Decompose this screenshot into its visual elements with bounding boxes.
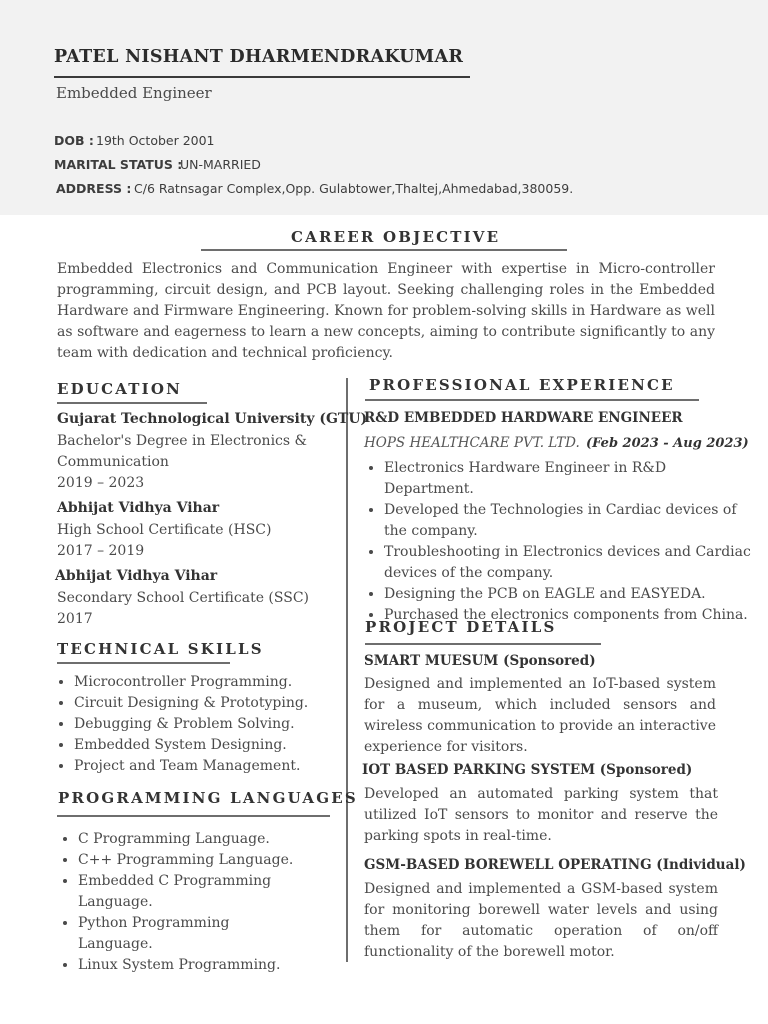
technical-skills-list — [56, 672, 354, 777]
experience-heading: PROFESSIONAL EXPERIENCE — [369, 376, 675, 394]
job-title: R&D EMBEDDED HARDWARE ENGINEER — [364, 410, 683, 426]
project-description: Designed and implemented an IoT-based system for a museum, which included sensors and wireless communication to provide an interactive experience for visitors. — [364, 676, 716, 755]
list-item: • Troubleshooting in Electronics devices and Cardiac devices of the company. — [384, 542, 752, 584]
education-institution: Abhijat Vidhya Vihar — [55, 568, 218, 584]
marital-value: UN-MARRIED — [180, 157, 261, 172]
candidate-role: Embedded Engineer — [56, 84, 212, 102]
list-item: • Embedded System Designing. — [74, 735, 354, 756]
marital-label: MARITAL STATUS : — [54, 157, 183, 172]
job-dates: (Feb 2023 - Aug 2023) — [586, 436, 749, 451]
project-title: IOT BASED PARKING SYSTEM (Sponsored) — [362, 762, 693, 778]
career-objective-heading: CAREER OBJECTIVE — [291, 228, 501, 246]
list-item: • Designing the PCB on EAGLE and EASYEDA. — [384, 584, 752, 605]
name-underline — [54, 76, 470, 78]
programming-languages-heading: PROGRAMMING LANGUAGES — [58, 789, 358, 807]
programming-languages-list — [60, 829, 308, 976]
projects-heading: PROJECT DETAILS — [365, 618, 557, 636]
career-objective-text: Embedded Electronics and Communication Engineer with expertise in Micro-controller programming, circuit design, and PCB layout. Seeking challenging roles in the Embedded Hardware and Firmware Engineering. Known for problem-solving skills in Hardware as well as software and eagerness to learn a new concepts, aiming to contribute significantly to any team with dedication and technical proficiency. — [57, 261, 715, 361]
company-name: HOPS HEALTHCARE PVT. LTD. — [364, 435, 580, 451]
education-institution: Gujarat Technological University (GTU) — [57, 411, 368, 427]
list-item: • Python Programming Language. — [78, 913, 308, 955]
dob-label: DOB : — [54, 133, 94, 148]
candidate-name: PATEL NISHANT DHARMENDRAKUMAR — [54, 47, 464, 67]
education-years: 2017 — [57, 611, 93, 627]
list-item: • C++ Programming Language. — [78, 850, 308, 871]
dob-value: 19th October 2001 — [96, 133, 215, 148]
list-item: • C Programming Language. — [78, 829, 308, 850]
project-description: Developed an automated parking system that utilized IoT sensors to monitor and reserve the parking spots in real-time. — [364, 786, 718, 844]
list-item: • Project and Team Management. — [74, 756, 354, 777]
career-objective-rule — [201, 249, 567, 251]
address-label: ADDRESS : — [56, 181, 132, 196]
address-value: C/6 Ratnsagar Complex,Opp. Gulabtower,Thaltej,Ahmedabad,380059. — [134, 181, 574, 196]
education-heading: EDUCATION — [57, 380, 183, 398]
education-institution: Abhijat Vidhya Vihar — [57, 500, 220, 516]
education-degree: High School Certificate (HSC) — [57, 522, 272, 538]
column-divider — [346, 378, 348, 962]
technical-skills-heading: TECHNICAL SKILLS — [57, 640, 264, 658]
education-degree-cont: Communication — [57, 454, 169, 470]
list-item: • Developed the Technologies in Cardiac devices of the company. — [384, 500, 752, 542]
education-degree: Secondary School Certificate (SSC) — [57, 590, 310, 606]
experience-rule — [365, 399, 699, 401]
project-title: SMART MUESUM (Sponsored) — [364, 653, 596, 669]
experience-list — [366, 458, 752, 626]
education-rule — [57, 402, 207, 404]
list-item: • Embedded C Programming Language. — [78, 871, 308, 913]
programming-languages-rule — [57, 815, 330, 817]
list-item: • Circuit Designing & Prototyping. — [74, 693, 354, 714]
education-degree: Bachelor's Degree in Electronics & — [57, 433, 307, 449]
list-item: • Electronics Hardware Engineer in R&D Department. — [384, 458, 752, 500]
project-title: GSM-BASED BOREWELL OPERATING (Individual) — [364, 857, 746, 873]
list-item: • Linux System Programming. — [78, 955, 308, 976]
projects-rule — [365, 643, 601, 645]
project-description: Designed and implemented a GSM-based system for monitoring borewell water levels and using them for automatic operation of on/off functionality of the borewell motor. — [364, 881, 718, 960]
list-item: • Purchased the electronics components from China. — [384, 605, 752, 626]
list-item: • Microcontroller Programming. — [74, 672, 354, 693]
education-years: 2017 – 2019 — [57, 543, 145, 559]
education-years: 2019 – 2023 — [57, 475, 145, 491]
list-item: • Debugging & Problem Solving. — [74, 714, 354, 735]
technical-skills-rule — [57, 662, 230, 664]
